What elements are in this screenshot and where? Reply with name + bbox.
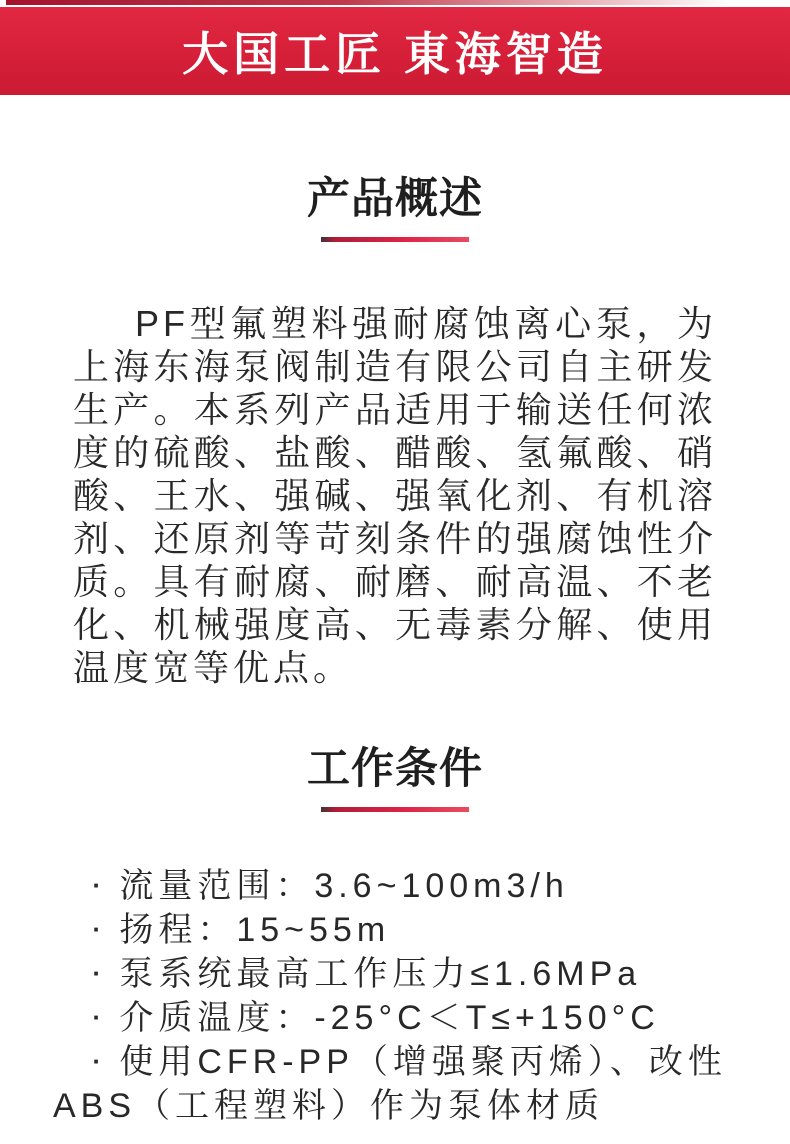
spec-item-text: 使用CFR-PP（增强聚丙烯）、改性ABS（工程塑料）作为泵体材质 xyxy=(53,1043,727,1125)
spec-item-max-pressure xyxy=(53,952,750,996)
conditions-title-underline xyxy=(321,807,469,812)
bullet-dot-icon: · xyxy=(92,871,105,901)
spec-item-medium-temperature xyxy=(53,996,750,1040)
section-title-overview: 产品概述 xyxy=(307,175,483,223)
spec-item-flow-range xyxy=(53,864,750,908)
bullet-dot-icon: · xyxy=(92,1047,105,1077)
bullet-dot-icon: · xyxy=(92,915,105,945)
spec-item-head xyxy=(53,908,750,952)
overview-title-underline xyxy=(321,237,469,242)
overview-paragraph: PF型氟塑料强耐腐蚀离心泵，为上海东海泵阀制造有限公司自主研发生产。本系列产品适用于输送任何浓度的硫酸、盐酸、醋酸、氢氟酸、硝酸、王水、强碱、强氧化剂、有机溶剂、还原剂等苛刻条件的强腐蚀性介质。具有耐腐、耐磨、耐高温、不老化、机械强度高、无毒素分解、使用温度宽等优点。 xyxy=(73,303,717,688)
bullet-dot-icon: · xyxy=(92,1003,105,1033)
spec-item-text: 扬程：15~55m xyxy=(119,911,391,949)
banner-title: 大国工匠 東海智造 xyxy=(182,28,608,80)
spec-item-text: 流量范围：3.6~100m3/h xyxy=(119,867,569,905)
section-product-overview xyxy=(0,172,790,689)
bullet-dot-icon: · xyxy=(92,959,105,989)
spec-item-text: 介质温度：-25°C＜T≤+150°C xyxy=(119,999,660,1037)
spec-item-body-material xyxy=(53,1040,750,1128)
section-title-conditions: 工作条件 xyxy=(307,745,483,793)
top-accent-strip xyxy=(6,0,760,5)
spec-item-text: 泵系统最高工作压力≤1.6MPa xyxy=(119,955,642,993)
brand-banner xyxy=(0,7,790,95)
section-working-conditions xyxy=(0,742,790,1128)
spec-list xyxy=(53,864,750,1128)
